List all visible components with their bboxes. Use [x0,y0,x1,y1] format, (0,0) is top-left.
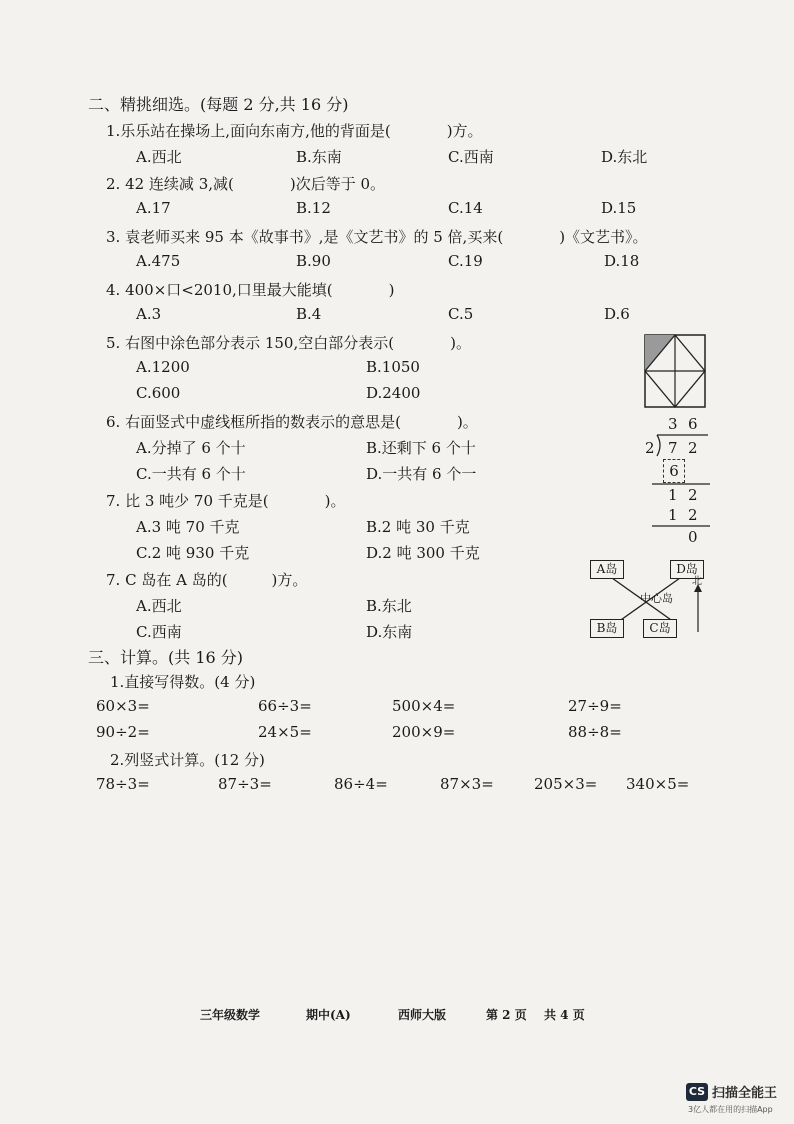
vertical-calc-item: 87×3= [440,775,494,793]
q1-option-d: D.东北 [601,148,648,166]
center-island-label: 中心岛 [640,592,673,605]
q5-option-c: C.600 [136,384,181,402]
q1-option-c: C.西南 [448,148,494,166]
mental-math-item: 66÷3= [258,697,312,715]
part-2-heading: 2.列竖式计算。(12 分) [110,751,265,769]
division-rule [652,524,710,528]
section-2-title: 二、精挑细选。(每题 2 分,共 16 分) [88,95,349,114]
footer-total: 共 4 页 [544,1008,585,1022]
mental-math-item: 27÷9= [568,697,622,715]
product-digit: 1 [668,506,678,524]
q1-option-b: B.东南 [296,148,342,166]
vertical-calc-item: 87÷3= [218,775,272,793]
q5-option-b: B.1050 [366,358,420,376]
final-remainder: 0 [688,528,698,546]
vertical-calc-item: 205×3= [534,775,598,793]
mental-math-item: 500×4= [392,697,456,715]
footer-term: 期中(A) [306,1008,351,1022]
q8-option-d: D.东南 [366,623,413,641]
q8-option-b: B.东北 [366,597,412,615]
scanner-logo-icon: CS [686,1083,708,1101]
question-1-stem: 1.乐乐站在操场上,面向东南方,他的背面是( )方。 [106,122,483,140]
q3-option-c: C.19 [448,252,483,270]
footer-grade: 三年级数学 [200,1008,261,1022]
q5-option-d: D.2400 [366,384,421,402]
q3-option-a: A.475 [136,252,181,270]
question-8-stem: 7. C 岛在 A 岛的( )方。 [106,571,308,589]
part-1-heading: 1.直接写得数。(4 分) [110,673,256,691]
question-5-stem: 5. 右图中涂色部分表示 150,空白部分表示( )。 [106,334,471,352]
mental-math-item: 200×9= [392,723,456,741]
q7-option-b: B.2 吨 30 千克 [366,518,470,536]
division-bracket [654,434,710,458]
island-a-label: A岛 [590,560,624,579]
dividend-digit: 2 [688,439,698,457]
shaded-diamond-figure [644,334,706,408]
island-b-label: B岛 [590,619,624,638]
scanner-watermark-tagline: 3亿人都在用的扫描App [688,1105,773,1114]
q2-option-b: B.12 [296,199,331,217]
footer-page: 第 2 页 [486,1008,527,1022]
vertical-calc-item: 86÷4= [334,775,388,793]
divisor: 2 [645,439,655,457]
q4-option-d: D.6 [604,305,630,323]
q6-option-b: B.还剩下 6 个十 [366,439,476,457]
q6-option-a: A.分掉了 6 个十 [136,439,246,457]
q4-option-b: B.4 [296,305,322,323]
scanner-watermark-name: 扫描全能王 [712,1086,778,1101]
island-c-label: C岛 [643,619,677,638]
product-digit: 2 [688,506,698,524]
q6-option-c: C.一共有 6 个十 [136,465,246,483]
q3-option-d: D.18 [604,252,640,270]
q2-option-a: A.17 [136,199,171,217]
dividend-digit: 7 [668,439,678,457]
vertical-calc-item: 78÷3= [96,775,150,793]
division-rule [652,482,710,486]
question-4-stem: 4. 400×口<2010,口里最大能填( ) [106,281,395,299]
north-label: 北 [692,576,702,587]
q4-option-c: C.5 [448,305,474,323]
q2-option-d: D.15 [601,199,637,217]
remainder-digit: 1 [668,486,678,504]
q7-option-a: A.3 吨 70 千克 [136,518,240,536]
mental-math-item: 88÷8= [568,723,622,741]
q2-option-c: C.14 [448,199,483,217]
q4-option-a: A.3 [136,305,162,323]
quotient-digit: 6 [688,415,698,433]
q3-option-b: B.90 [296,252,331,270]
question-2-stem: 2. 42 连续减 3,减( )次后等于 0。 [106,175,386,193]
mental-math-item: 24×5= [258,723,312,741]
mental-math-item: 60×3= [96,697,150,715]
quotient-digit: 3 [668,415,678,433]
q7-option-c: C.2 吨 930 千克 [136,544,250,562]
question-7-stem: 7. 比 3 吨少 70 千克是( )。 [106,492,346,510]
question-6-stem: 6. 右面竖式中虚线框所指的数表示的意思是( )。 [106,413,478,431]
q6-option-d: D.一共有 6 个一 [366,465,477,483]
footer-edition: 西师大版 [398,1008,447,1022]
section-3-title: 三、计算。(共 16 分) [88,648,244,667]
mental-math-item: 90÷2= [96,723,150,741]
vertical-calc-item: 340×5= [626,775,690,793]
q1-option-a: A.西北 [136,148,182,166]
q7-option-d: D.2 吨 300 千克 [366,544,480,562]
question-3-stem: 3. 袁老师买来 95 本《故事书》,是《文艺书》的 5 倍,买来( )《文艺书》。 [106,228,648,246]
q5-option-a: A.1200 [136,358,190,376]
remainder-digit: 2 [688,486,698,504]
island-d-label: D岛 [670,560,704,579]
q8-option-c: C.西南 [136,623,182,641]
dashed-box-digit: 6 [663,459,685,483]
q8-option-a: A.西北 [136,597,182,615]
